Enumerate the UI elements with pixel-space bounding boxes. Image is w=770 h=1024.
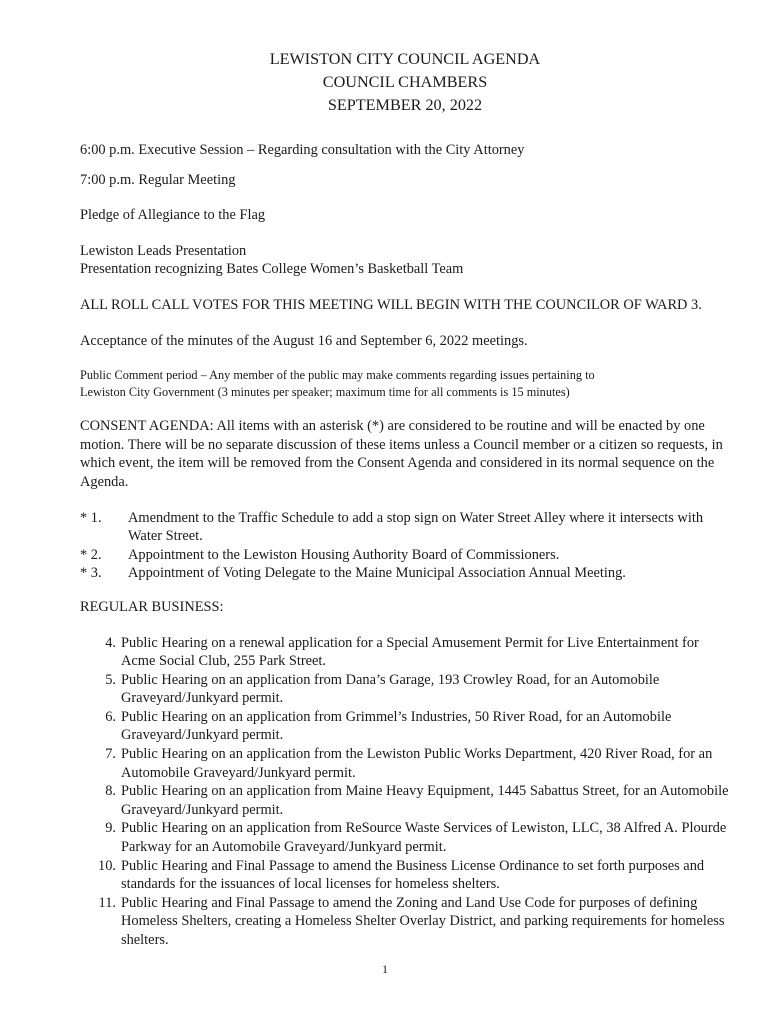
roll-call-notice: ALL ROLL CALL VOTES FOR THIS MEETING WILL BEGIN WITH THE COUNCILOR OF WARD 3. [80, 296, 702, 313]
item-text: Public Hearing on an application from the Lewiston Public Works Department, 420 River Road, for an Automobile Graveyard/Junkyard permit. [121, 746, 713, 781]
regular-business-heading: REGULAR BUSINESS: [80, 598, 224, 615]
consent-agenda-text: CONSENT AGENDA: All items with an asterisk (*) are considered to be routine and will be enacted by one motion. There will be no separate discussion of these items unless a Council member or a citizen so requests, in which event, the item will be removed from the Consent Agenda and considered in its normal sequence on the Agenda. [80, 418, 723, 490]
list-item [80, 671, 730, 708]
item-number: 4. [105, 634, 116, 651]
list-item [80, 634, 730, 671]
list-item [80, 509, 730, 546]
consent-agenda-list [80, 509, 730, 583]
public-comment-block [80, 367, 730, 400]
item-number: * 1. [80, 509, 102, 526]
item-number: 6. [105, 708, 116, 725]
agenda-title: LEWISTON CITY COUNCIL AGENDA [269, 50, 541, 68]
item-text: Amendment to the Traffic Schedule to add a stop sign on Water Street Alley where it intersects with Water Street. [128, 509, 704, 545]
item-number: 8. [105, 783, 116, 800]
item-text: Public Hearing on an application from Maine Heavy Equipment, 1445 Sabattus Street, for an Automobile Graveyard/Junkyard permit. [121, 783, 729, 818]
list-item [80, 894, 730, 950]
item-text: Public Hearing on a renewal application for a Special Amusement Permit for Live Entertainment for Acme Social Club, 255 Park Street. [121, 634, 699, 670]
item-number: 11. [98, 894, 116, 911]
list-item [80, 819, 730, 856]
minutes-acceptance: Acceptance of the minutes of the August 16 and September 6, 2022 meetings. [80, 332, 528, 349]
regular-business-list [80, 634, 730, 950]
list-item [80, 745, 730, 782]
list-item [80, 708, 730, 745]
executive-session: 6:00 p.m. Executive Session – Regarding consultation with the City Attorney [80, 142, 525, 158]
item-number: * 2. [80, 546, 102, 563]
agenda-page [80, 48, 730, 950]
item-number: 9. [105, 820, 116, 837]
list-item [80, 546, 730, 565]
agenda-location: COUNCIL CHAMBERS [322, 73, 488, 91]
list-item [80, 782, 730, 819]
list-item [80, 857, 730, 894]
item-text: Public Hearing and Final Passage to amend the Zoning and Land Use Code for purposes of defining Homeless Shelters, creating a Homeless Shelter Overlay District, and parking requirements for homeless shelters. [121, 894, 725, 948]
presentation-title: Lewiston Leads Presentation [80, 242, 247, 259]
presentation-block [80, 242, 730, 279]
public-comment-line2: Lewiston City Government (3 minutes per speaker; maximum time for all comments is 15 minutes) [80, 384, 570, 399]
pledge-of-allegiance: Pledge of Allegiance to the Flag [80, 207, 266, 224]
public-comment-line1: Public Comment period – Any member of the public may make comments regarding issues pertaining to [80, 368, 595, 383]
item-number: * 3. [80, 565, 102, 582]
item-number: 5. [105, 671, 116, 688]
item-text: Public Hearing on an application from Grimmel’s Industries, 50 River Road, for an Automobile Graveyard/Junkyard permit. [121, 708, 672, 744]
agenda-header [80, 48, 730, 117]
list-item [80, 564, 730, 583]
item-text: Appointment of Voting Delegate to the Maine Municipal Association Annual Meeting. [128, 565, 626, 582]
item-text: Public Hearing on an application from Dana’s Garage, 193 Crowley Road, for an Automobile Graveyard/Junkyard permit. [121, 671, 660, 707]
item-number: 10. [98, 857, 116, 874]
agenda-date: SEPTEMBER 20, 2022 [327, 96, 483, 114]
item-text: Public Hearing on an application from ReSource Waste Services of Lewiston, LLC, 38 Alfred A. Plourde Parkway for an Automobile Graveyard/Junkyard permit. [121, 820, 727, 856]
item-number: 7. [105, 746, 116, 763]
page-number: 1 [382, 962, 388, 976]
item-text: Appointment to the Lewiston Housing Authority Board of Commissioners. [128, 546, 560, 563]
regular-meeting: 7:00 p.m. Regular Meeting [80, 171, 236, 188]
item-text: Public Hearing and Final Passage to amend the Business License Ordinance to set forth purposes and standards for the issuances of local licenses for homeless shelters. [121, 857, 705, 893]
presentation-description: Presentation recognizing Bates College Women’s Basketball Team [80, 261, 464, 278]
